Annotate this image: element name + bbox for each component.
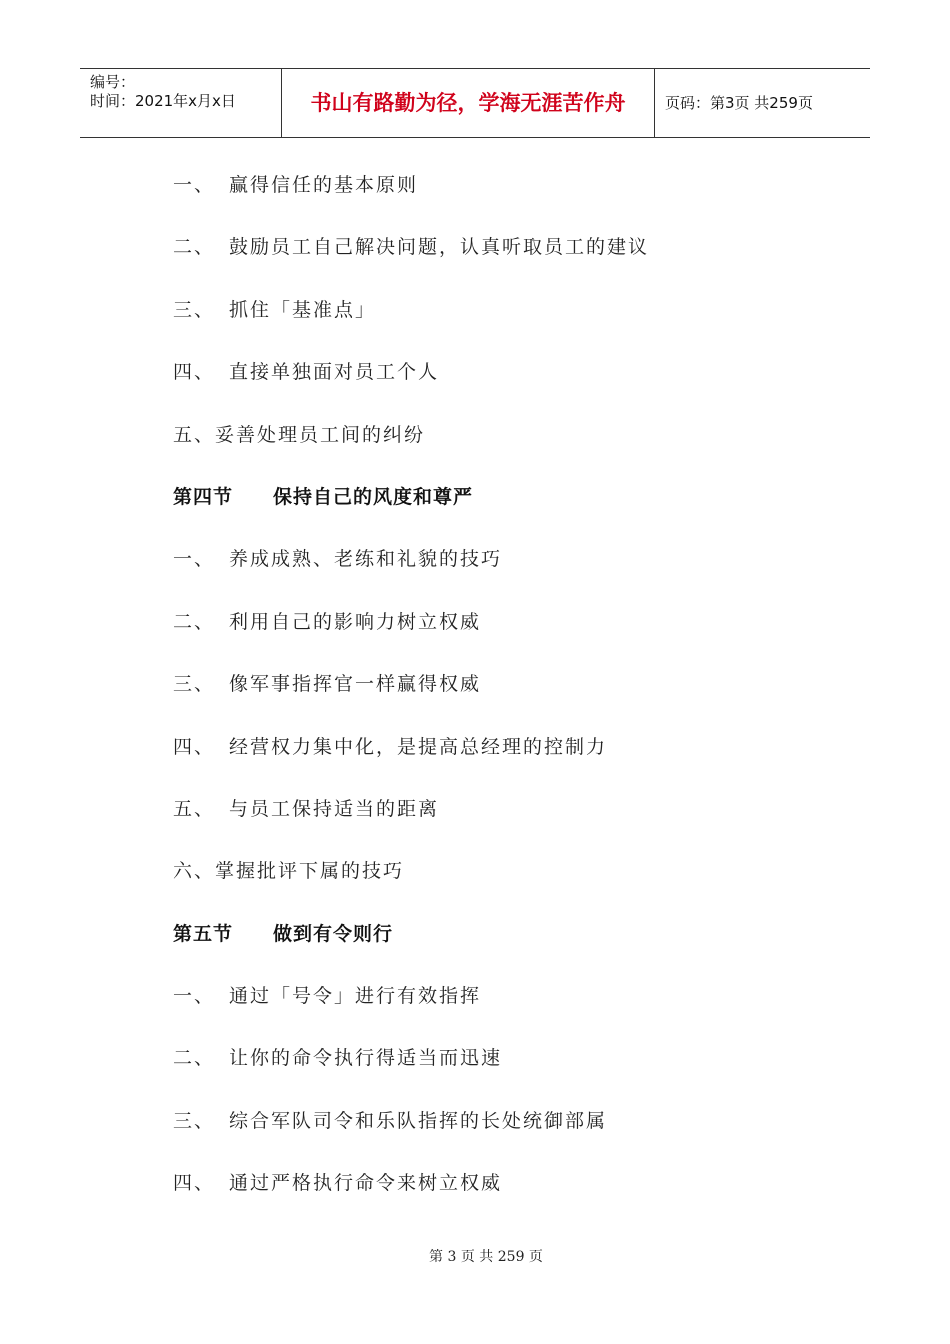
toc-item xyxy=(173,353,813,415)
toc-item-number: 四、 xyxy=(173,1172,216,1195)
toc-item-number: 四、 xyxy=(173,735,216,758)
toc-item xyxy=(173,416,813,478)
header-meta-cell xyxy=(80,69,281,137)
toc-item-text: 养成成熟、老练和礼貌的技巧 xyxy=(229,548,503,571)
toc-item-text: 掌握批评下属的技巧 xyxy=(215,860,405,883)
toc-item xyxy=(173,977,813,1039)
document-number-label: 编号： xyxy=(90,73,136,91)
document-date: 时间：2021年x月x日 xyxy=(90,92,236,110)
toc-item-text: 经营权力集中化，是提高总经理的控制力 xyxy=(229,735,608,758)
page-footer: 第 3 页 共 259 页 xyxy=(429,1249,543,1265)
toc-item-text: 像军事指挥官一样赢得权威 xyxy=(229,673,482,696)
toc-item-text: 综合军队司令和乐队指挥的长处统御部属 xyxy=(229,1109,608,1132)
toc-item-number: 六、 xyxy=(173,860,216,883)
toc-item-number: 四、 xyxy=(173,361,216,384)
toc-item-text: 通过「号令」进行有效指挥 xyxy=(229,985,482,1008)
toc-item-text: 妥善处理员工间的纠纷 xyxy=(215,423,426,446)
table-of-contents xyxy=(173,166,813,1227)
toc-item xyxy=(173,728,813,790)
toc-item-text: 通过严格执行命令来树立权威 xyxy=(229,1172,503,1195)
toc-item-number: 三、 xyxy=(173,1109,216,1132)
toc-item xyxy=(173,291,813,353)
toc-item-number: 三、 xyxy=(173,298,216,321)
toc-item-text: 鼓励员工自己解决问题，认真听取员工的建议 xyxy=(229,236,650,259)
section-title: 保持自己的风度和尊严 xyxy=(273,485,474,508)
toc-item-text: 利用自己的影响力树立权威 xyxy=(229,610,482,633)
toc-item-number: 三、 xyxy=(173,673,216,696)
toc-item xyxy=(173,540,813,602)
toc-item-number: 二、 xyxy=(173,1047,216,1070)
toc-item-number: 二、 xyxy=(173,610,216,633)
toc-item-number: 一、 xyxy=(173,174,216,196)
toc-item-number: 五、 xyxy=(173,423,216,446)
toc-item xyxy=(173,665,813,727)
toc-item xyxy=(173,1039,813,1101)
toc-item-number: 二、 xyxy=(173,236,216,259)
toc-item xyxy=(173,1164,813,1226)
toc-section-heading xyxy=(173,478,813,540)
toc-item-number: 五、 xyxy=(173,797,216,820)
page-header xyxy=(80,68,870,138)
toc-item-text: 与员工保持适当的距离 xyxy=(229,797,440,820)
toc-item xyxy=(173,1102,813,1164)
toc-item xyxy=(173,228,813,290)
toc-item xyxy=(173,852,813,914)
toc-section-heading xyxy=(173,915,813,977)
section-title: 做到有令则行 xyxy=(273,922,394,945)
toc-item-number: 一、 xyxy=(173,548,216,571)
header-page-info: 页码：第3页 共259页 xyxy=(665,94,813,112)
toc-item xyxy=(173,603,813,665)
toc-item-text: 赢得信任的基本原则 xyxy=(229,174,419,196)
toc-item-text: 直接单独面对员工个人 xyxy=(229,361,440,384)
section-number: 第五节 xyxy=(173,922,234,945)
header-motto: 书山有路勤为径，学海无涯苦作舟 xyxy=(310,91,626,115)
toc-item-number: 一、 xyxy=(173,985,216,1008)
toc-item-text: 抓住「基准点」 xyxy=(229,298,377,321)
section-number: 第四节 xyxy=(173,485,234,508)
toc-item-text: 让你的命令执行得适当而迅速 xyxy=(229,1047,503,1070)
toc-item xyxy=(173,790,813,852)
toc-item xyxy=(173,166,813,228)
